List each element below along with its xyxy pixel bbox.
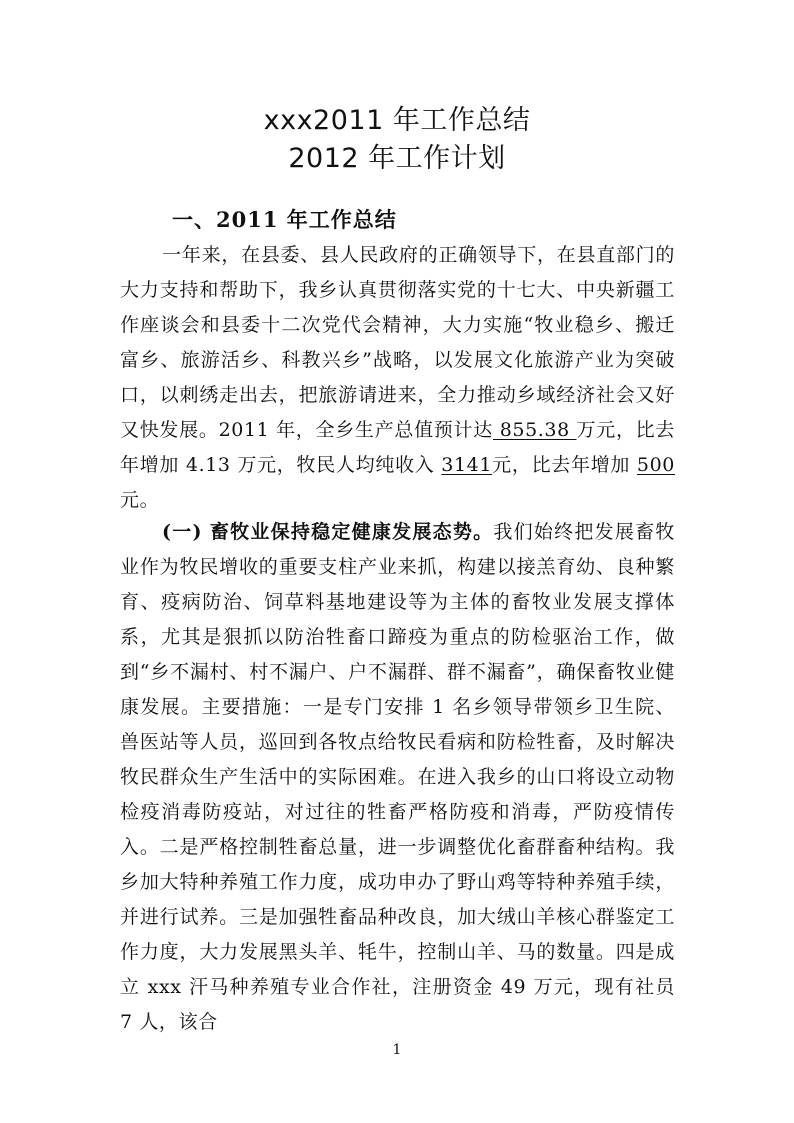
subsection-heading: (一) 畜牧业保持稳定健康发展态势。 (162, 521, 494, 543)
document-title-line-1: xxx2011 年工作总结 (263, 105, 531, 136)
paragraph-text: 元。 (120, 489, 160, 511)
paragraph-text: 一年来，在县委、县人民政府的正确领导下，在县直部门的大力支持和帮助下，我乡认真贯彻落实党的十七大、中央新疆工作座谈会和县委十二次党代会精神，大力实施“牧业稳乡、搬迁富乡、旅游活乡、科教兴乡”战略，以发展文化旅游产业为突破口，以刺绣走出去，把旅游请进来，全力推动乡域经济社会又好又快发展。2011 年，全乡生产总值预计达 (120, 244, 675, 441)
gdp-value: 855.38 (492, 419, 577, 441)
paragraph-text: 万元，比去年增加 4.13 万元，牧民人均纯收入 (120, 419, 675, 476)
section-heading: 一、2011 年工作总结 (172, 207, 397, 232)
paragraph-summary (120, 238, 675, 518)
paragraph-text: 元，比去年增加 (492, 454, 637, 476)
paragraph-livestock (120, 515, 675, 1040)
document-title-line-2: 2012 年工作计划 (288, 143, 506, 174)
paragraph-text: 我们始终把发展畜牧业作为牧民增收的重要支柱产业来抓，构建以接羔育幼、良种繁育、疫病防治、饲草料基地建设等为主体的畜牧业发展支撑体系，尤其是狠抓以防治牲畜口蹄疫为重点的防检驱治工作，做到“乡不漏村、村不漏户、户不漏群、群不漏畜”，确保畜牧业健康发展。主要措施：一是专门安排 1 名乡领导带领乡卫生院、兽医站等人员，巡回到各牧点给牧民看病和防检牲畜，及时解决牧民群众生产生活中的实际困难。在进入我乡的山口将设立动物检疫消毒防疫站，对过往的牲畜严格防疫和消毒，严防疫情传入。二是严格控制牲畜总量，进一步调整优化畜群畜种结构。我乡加大特种养殖工作力度，成功申办了野山鸡等特种养殖手续，并进行试养。三是加强牲畜品种改良，加大绒山羊核心群鉴定工作力度，大力发展黑头羊、牦牛，控制山羊、马的数量。四是成立 xxx 汗马种养殖专业合作社，注册资金 49 万元，现有社员 7 人，该合 (120, 521, 675, 1033)
income-value: 3141 (441, 454, 493, 476)
increase-value: 500 (636, 454, 675, 476)
page-number: 1 (392, 1042, 402, 1058)
